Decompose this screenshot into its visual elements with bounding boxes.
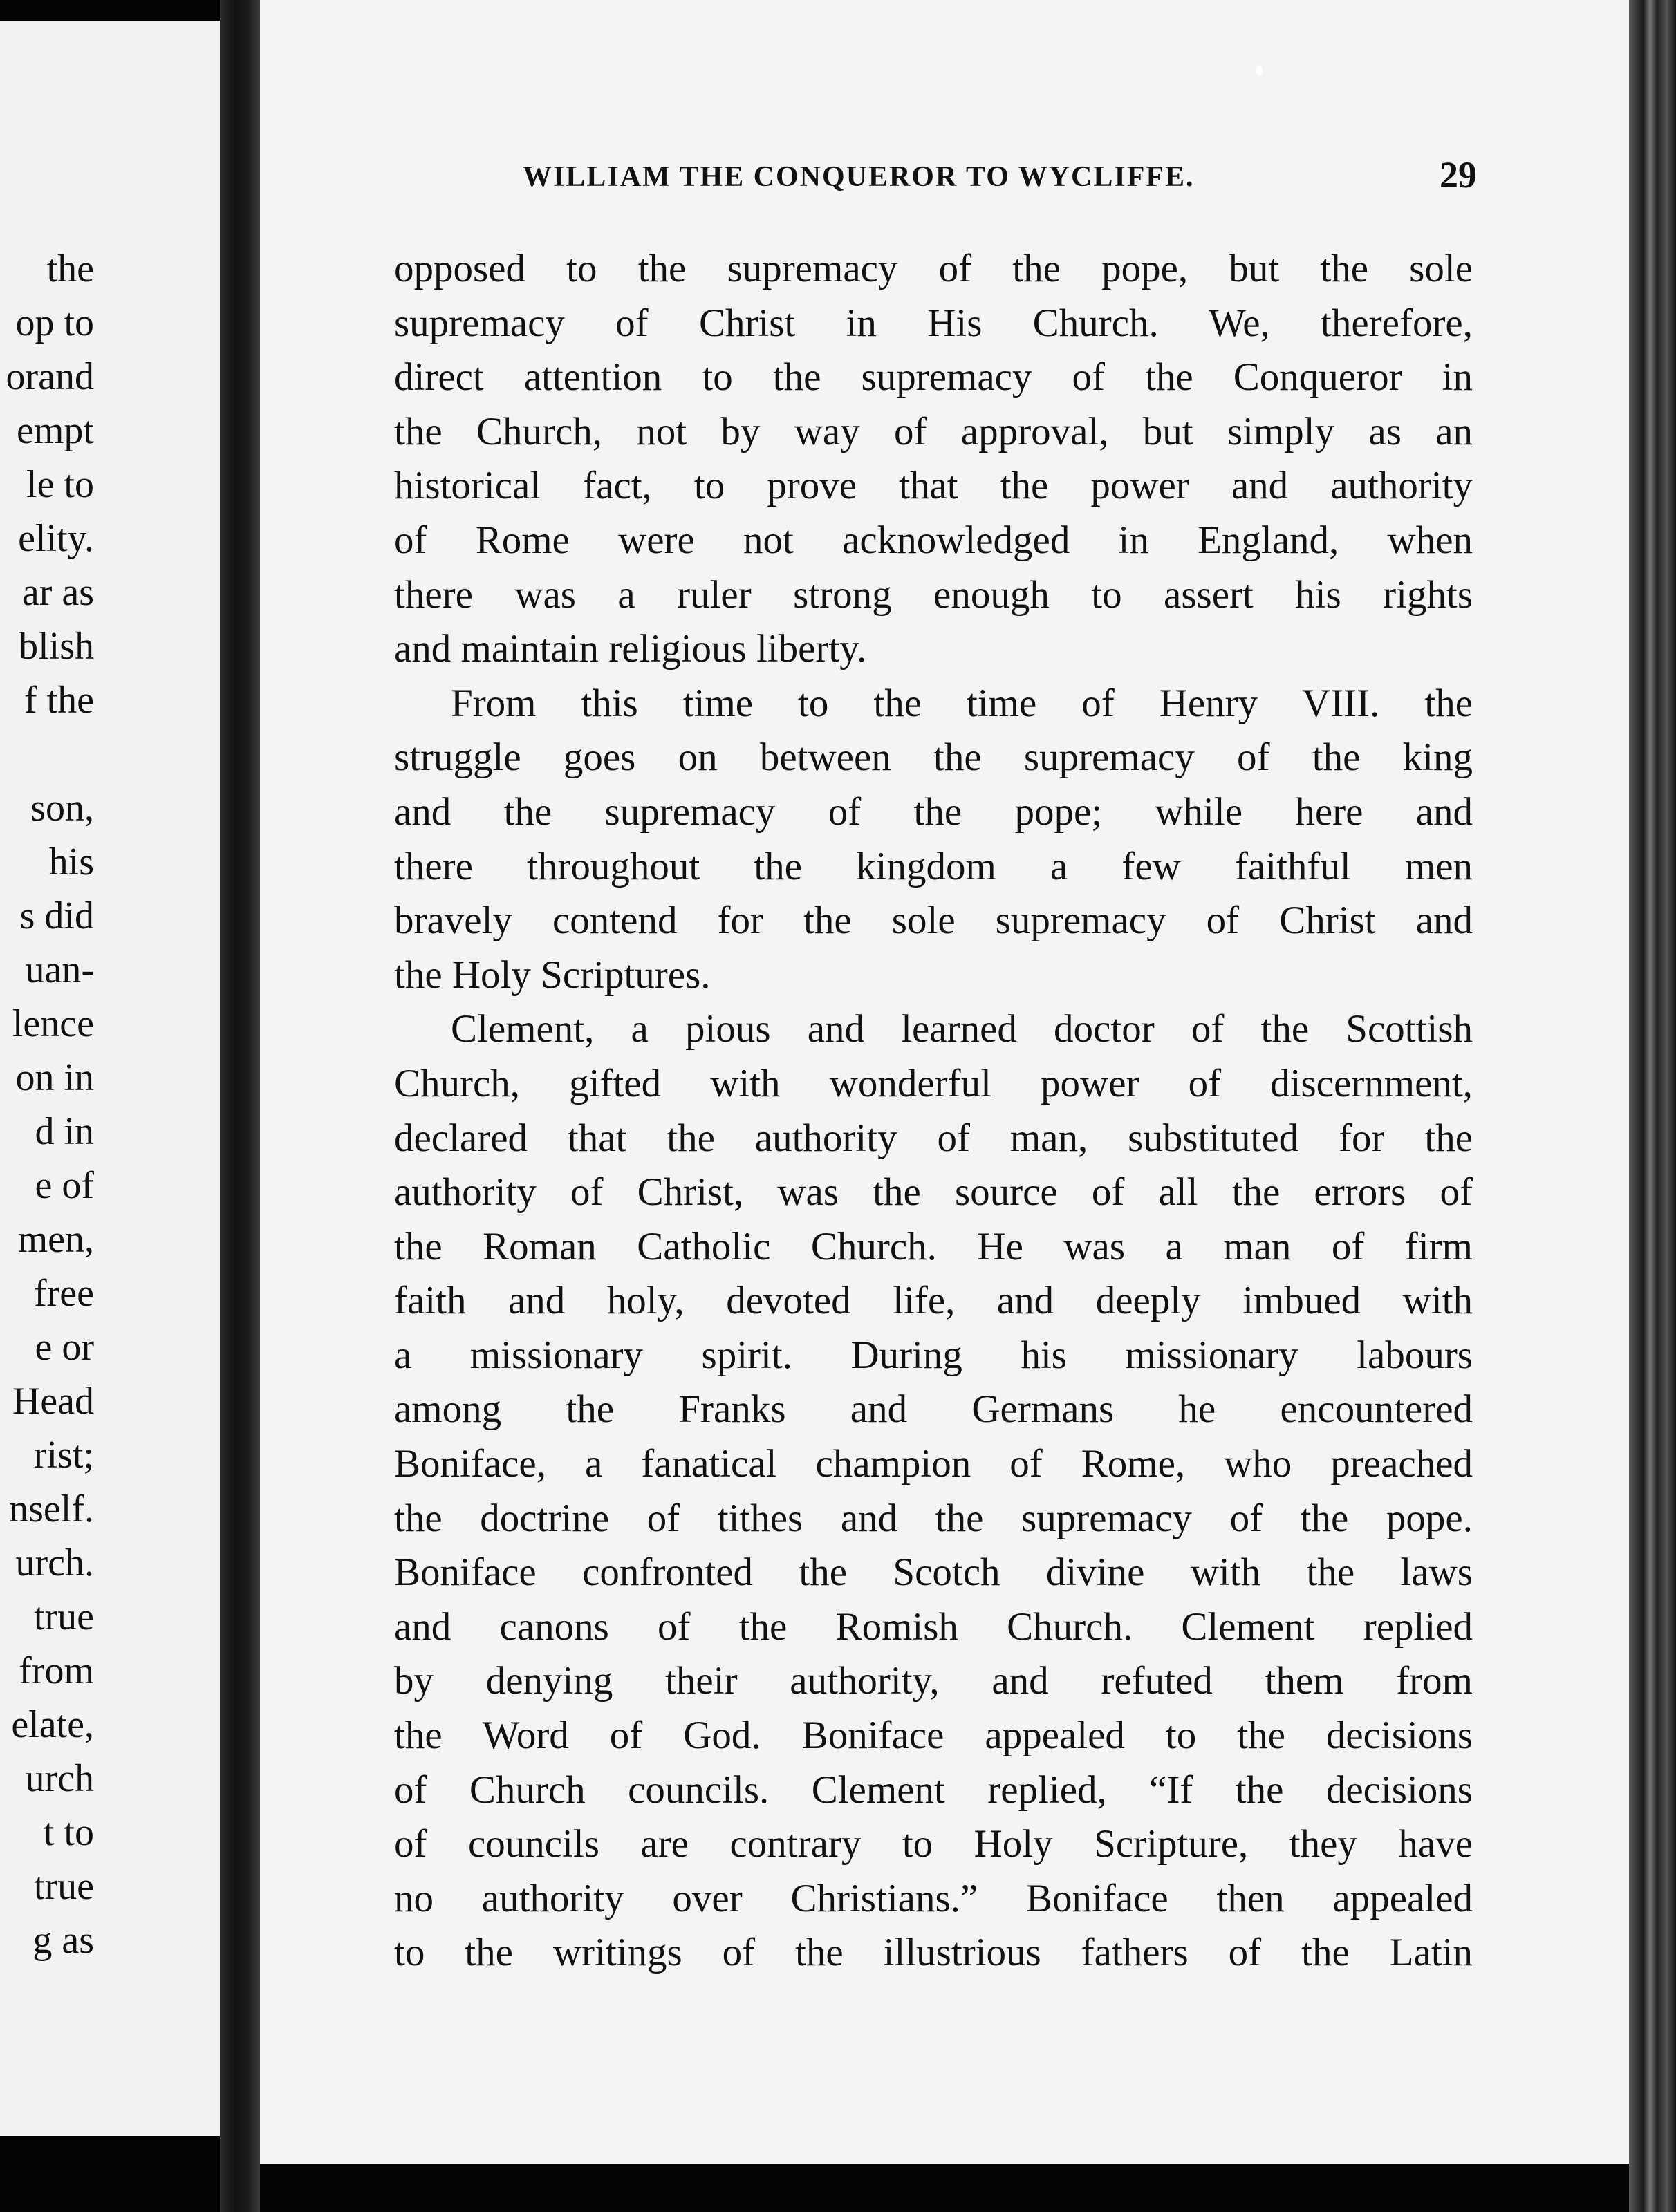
left-page-fragment	[0, 21, 220, 2136]
left-page-line	[6, 727, 94, 781]
left-page-line: uan-	[25, 948, 94, 991]
left-page-line: his	[48, 841, 94, 883]
text-line: of Church councils. Clement replied, “If the decisions	[394, 1768, 1473, 1812]
text-line: and maintain religious liberty.	[394, 627, 867, 671]
left-page-line: urch	[25, 1757, 94, 1800]
left-page-line: d in	[35, 1110, 94, 1153]
left-page-line: e of	[35, 1164, 94, 1207]
left-page-line: elity.	[18, 517, 94, 560]
left-page-line: t to	[43, 1811, 94, 1854]
left-page-line: Head	[12, 1380, 94, 1423]
page-number: 29	[1440, 154, 1477, 196]
text-line: and canons of the Romish Church. Clement replied	[394, 1604, 1473, 1649]
text-line: the Roman Catholic Church. He was a man of firm	[394, 1224, 1473, 1268]
left-page-line: g as	[32, 1919, 94, 1962]
scan-speck	[1256, 66, 1263, 75]
text-line: to the writings of the illustrious fathers of the Latin	[394, 1931, 1473, 1975]
left-page-line: rist;	[33, 1434, 94, 1477]
text-line: Boniface confronted the Scotch divine with the laws	[394, 1550, 1473, 1595]
body-text	[394, 242, 1473, 1980]
text-line: and the supremacy of the pope; while here and	[394, 789, 1473, 834]
text-line: the Church, not by way of approval, but simply as an	[394, 409, 1473, 453]
text-line: of Rome were not acknowledged in England, when	[394, 518, 1473, 562]
paragraph	[394, 242, 1473, 677]
left-page-line: son,	[30, 787, 94, 830]
text-line: Clement, a pious and learned doctor of the Scottish	[451, 1007, 1473, 1051]
left-page-line: elate,	[11, 1703, 94, 1746]
text-line: the doctrine of tithes and the supremacy of the pope.	[394, 1496, 1473, 1540]
text-line: among the Franks and Germans he encountered	[394, 1387, 1473, 1432]
text-line: bravely contend for the sole supremacy of Christ and	[394, 899, 1473, 943]
running-head-title: WILLIAM THE CONQUEROR TO WYCLIFFE.	[523, 161, 1195, 193]
left-page-line-list	[6, 242, 94, 1967]
text-line: From this time to the time of Henry VIII. the	[451, 681, 1473, 725]
left-page-line: f the	[24, 679, 94, 722]
left-page-line: from	[19, 1649, 94, 1692]
page-edge	[1629, 0, 1676, 2212]
left-page-line: nself.	[9, 1488, 94, 1530]
text-line: opposed to the supremacy of the pope, but the sole	[394, 247, 1473, 290]
text-line: struggle goes on between the supremacy of the king	[394, 735, 1473, 780]
text-line: Church, gifted with wonderful power of discernment,	[394, 1061, 1473, 1105]
left-page-line: urch.	[15, 1541, 94, 1584]
text-line: there was a ruler strong enough to assert his rights	[394, 572, 1473, 617]
left-page-line: men,	[17, 1218, 94, 1261]
left-page-line: blish	[19, 625, 94, 668]
text-line: the Holy Scriptures.	[394, 953, 711, 997]
text-line: declared that the authority of man, substituted for the	[394, 1116, 1473, 1160]
left-page-line: orand	[6, 355, 94, 398]
left-page-line: free	[33, 1272, 94, 1315]
left-page-line: empt	[17, 409, 94, 452]
text-line: no authority over Christians.” Boniface then appealed	[394, 1876, 1473, 1920]
text-line: supremacy of Christ in His Church. We, therefore,	[394, 301, 1473, 345]
left-page-line: e or	[35, 1326, 94, 1369]
left-page-line: ar as	[21, 571, 94, 614]
text-line: there throughout the kingdom a few faithful men	[394, 844, 1473, 888]
left-page-line: op to	[15, 301, 94, 344]
text-line: direct attention to the supremacy of the Conqueror in	[394, 355, 1473, 400]
paragraph	[394, 1002, 1473, 1980]
left-page-line: s did	[19, 894, 94, 937]
text-line: authority of Christ, was the source of all the errors of	[394, 1170, 1473, 1215]
text-line: Boniface, a fanatical champion of Rome, who preached	[394, 1442, 1473, 1486]
left-page-line: true	[33, 1595, 94, 1638]
left-page-line: le to	[26, 463, 94, 506]
text-line: faith and holy, devoted life, and deeply imbued with	[394, 1279, 1473, 1323]
left-page-line: true	[33, 1865, 94, 1908]
text-line: the Word of God. Boniface appealed to the decisions	[394, 1714, 1473, 1758]
text-line: by denying their authority, and refuted them from	[394, 1659, 1473, 1703]
paragraph	[394, 677, 1473, 1003]
left-page-line: on in	[15, 1056, 94, 1099]
left-page-line: lence	[12, 1002, 94, 1045]
text-line: a missionary spirit. During his missionary labours	[394, 1333, 1473, 1377]
left-page-line: the	[46, 247, 94, 290]
text-line: of councils are contrary to Holy Scripture, they have	[394, 1822, 1473, 1866]
text-line: historical fact, to prove that the power and authority	[394, 464, 1473, 508]
book-gutter	[220, 0, 260, 2212]
running-head	[260, 153, 1477, 209]
